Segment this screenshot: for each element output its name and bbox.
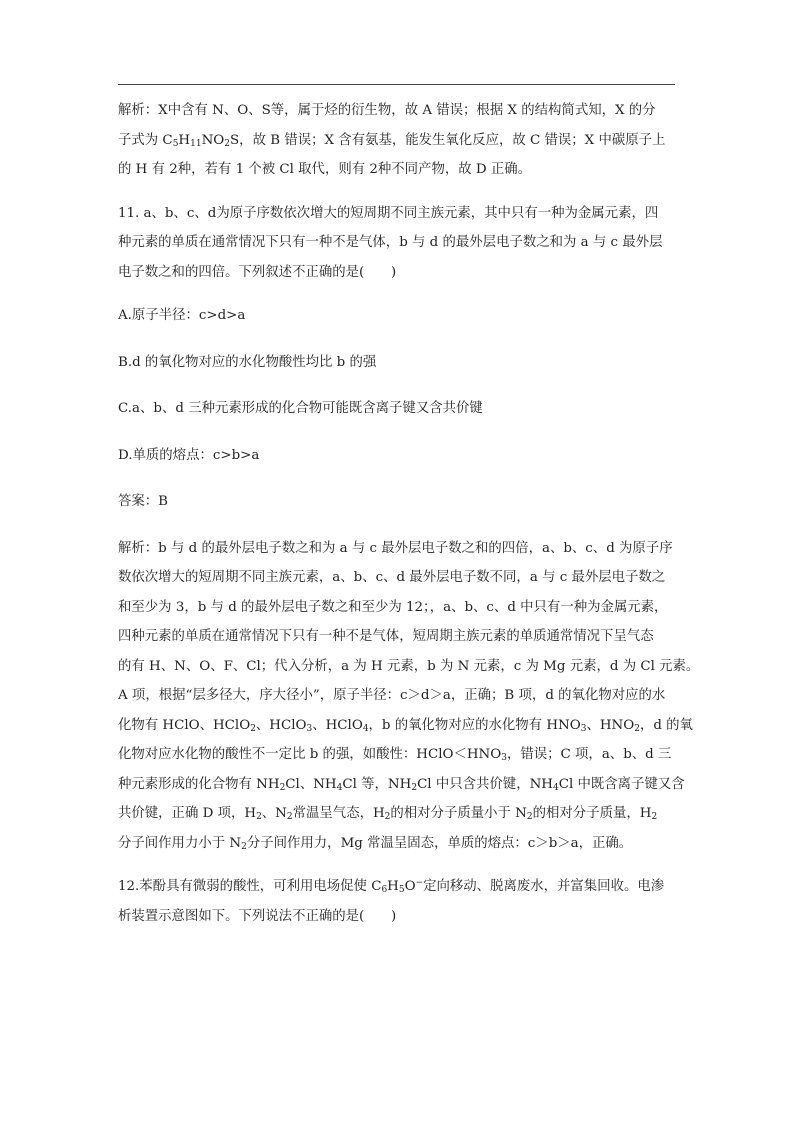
answer-q11: 答案：B — [118, 494, 169, 509]
text-line: A 项，根据“层多径大，序大径小”，原子半径：c＞d＞a，正确；B 项，d 的氧化物对应的水 — [118, 688, 666, 703]
question-12-stem — [118, 872, 678, 931]
text-line: 的 H 有 2种，若有 1 个被 Cl 取代，则有 2种不同产物，故 D 正确。 — [118, 162, 532, 177]
header-rule — [118, 84, 675, 85]
text-line: 和至少为 3，b 与 d 的最外层电子数之和至少为 12；，a、b、c、d 中只有一种为金属元素， — [118, 599, 668, 615]
text-line: 11. a、b、c、d为原子序数依次增大的短周期不同主族元素，其中只有一种为金属元素，四 — [118, 205, 659, 221]
text-line: 的有 H、N、O、F、Cl；代入分析，a 为 H 元素，b 为 N 元素，c 为 Mg 元素，d 为 Cl 元素。 — [118, 658, 700, 674]
text-line: 子式为 $C_5H_{11}NO_2S$，故 B 错误；X 含有氨基，能发生氧化反应，故 C 错误；X 中碳原子上 — [118, 132, 666, 149]
option-d: D.单质的熔点：c>b>a — [118, 447, 260, 463]
analysis-q11 — [118, 534, 700, 859]
option-b: B.d 的氧化物对应的水化物酸性均比 b 的强 — [118, 354, 377, 370]
text-line: 共价键，正确 D 项，$H_2$、$N_2$常温呈气态，$H_2$的相对分子质量小于 $N_2$的相对分子质量，$H_2$ — [118, 806, 658, 822]
text-line: 分子间作用力小于 $N_2$分子间作用力，Mg 常温呈固态，单质的熔点：c＞b＞a，正确。 — [118, 835, 633, 852]
question-11-stem — [118, 199, 678, 288]
page-content — [118, 96, 700, 945]
text-line: 析装置示意图如下。下列说法不正确的是( ) — [118, 908, 397, 924]
text-line: 解析：X中含有 N、O、S等，属于烃的衍生物，故 A 错误；根据 X 的结构简式知，X 的分 — [118, 103, 656, 118]
text-line: 化物对应水化物的酸性不一定比 b 的强，如酸性：$HClO<HNO_3$，错误；C 项，a、b、d 三 — [118, 747, 672, 763]
text-line: 12.苯酚具有微弱的酸性，可利用电场促使 $C_6H_5O^-$定向移动、脱离废水，并富集回收。电渗 — [118, 878, 665, 895]
text-line: 种元素的单质在通常情况下只有一种不是气体，b 与 d 的最外层电子数之和为 a 与 c 最外层 — [118, 235, 663, 250]
text-line: 种元素形成的化合物有 $NH_2Cl$、$NH_4Cl$ 等，$NH_2Cl$ 中只含共价键，$NH_4Cl$ 中既含离子键又含 — [118, 776, 685, 793]
option-c: C.a、b、d 三种元素形成的化合物可能既含离子键又含共价键 — [118, 401, 483, 416]
option-a: A.原子半径：c>d>a — [118, 308, 246, 323]
text-line: 电子数之和的四倍。下列叙述不正确的是( ) — [118, 264, 397, 280]
analysis-q10 — [118, 96, 678, 185]
text-line: 数依次增大的短周期不同主族元素，a、b、c、d 最外层电子数不同，a 与 c 最外层电子数之 — [118, 570, 666, 585]
text-line: 化物有 HClO、HClO$_2$、HClO$_3$、HClO$_4$，b 的氧化物对应的水化物有 $HNO_3$、$HNO_2$，d 的氧 — [118, 717, 693, 734]
text-line: 四种元素的单质在通常情况下只有一种不是气体，短周期主族元素的单质通常情况下呈气态 — [118, 629, 654, 644]
text-line: 解析：b 与 d 的最外层电子数之和为 a 与 c 最外层电子数之和的四倍，a、b、c、d 为原子序 — [118, 540, 673, 556]
